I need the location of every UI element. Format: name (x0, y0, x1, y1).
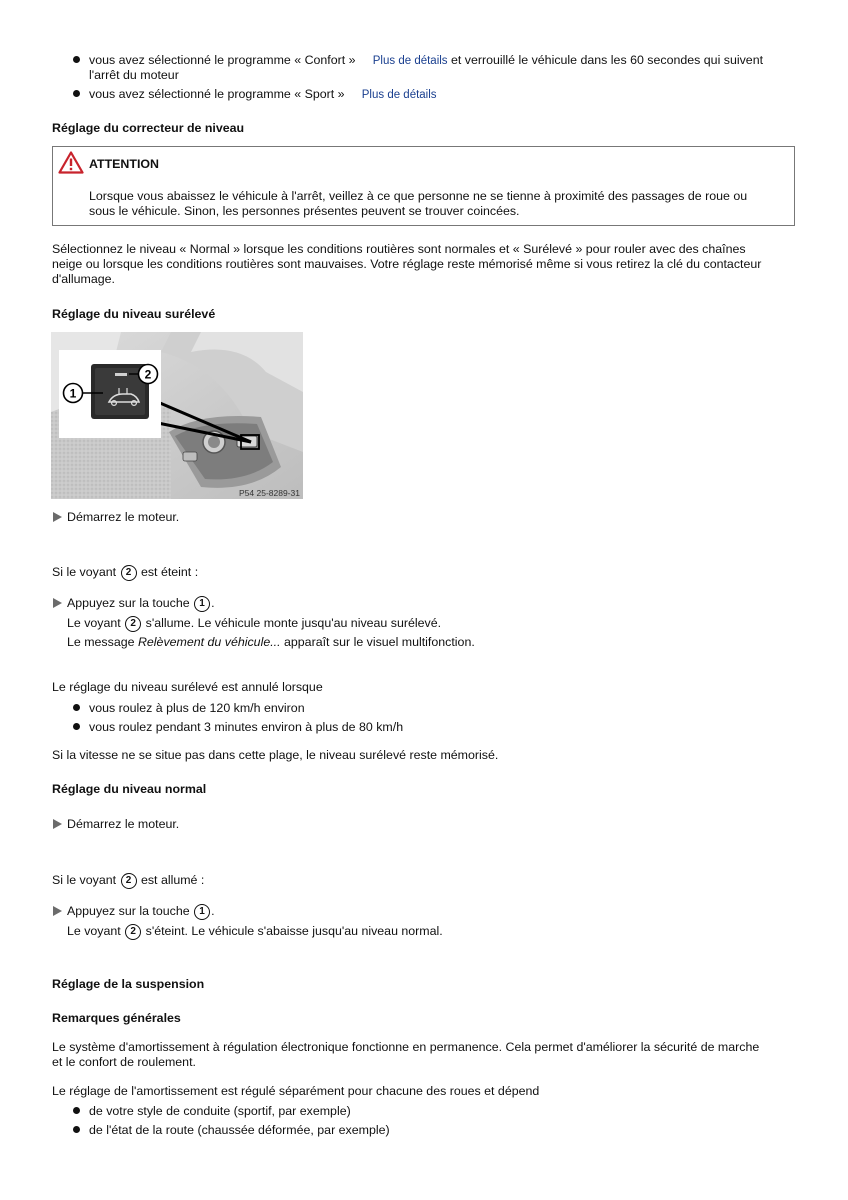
bullet-dot (73, 1126, 80, 1133)
step-arrow-icon (53, 906, 62, 916)
heading-suspension: Réglage de la suspension (52, 977, 205, 991)
number-2-icon: 2 (125, 616, 141, 632)
number-2-icon: 2 (125, 924, 141, 940)
bullet-dot (73, 704, 80, 711)
intro-bullet-1-cont: l'arrêt du moteur (89, 68, 179, 82)
step-arrow-icon (53, 512, 62, 522)
intro-bullet-1: vous avez sélectionné le programme « Confort » Plus de détails et verrouillé le véhicule dans les 60 secondes qui suivent (89, 53, 764, 67)
suspension-para-1: Le système d'amortissement à régulation électronique fonctionne en permanence. Cela permet d'améliorer la sécurité de marche (52, 1040, 760, 1054)
bullet-dot (73, 723, 80, 730)
number-1-icon: 1 (194, 596, 210, 612)
step-arrow-icon (53, 819, 62, 829)
suspension-para-2: et le confort de roulement. (52, 1055, 196, 1069)
bullet-dot (73, 90, 80, 97)
warning-text-2: sous le véhicule. Sinon, les personnes présentes peuvent se trouver coincées. (89, 204, 520, 218)
heading-remarques: Remarques générales (52, 1011, 181, 1025)
figure-label: P54 25-8289-31 (239, 488, 300, 498)
bullet-dot (73, 1107, 80, 1114)
heading-normal: Réglage du niveau normal (52, 782, 207, 796)
step-message: Le message Relèvement du véhicule... apparaît sur le visuel multifonction. (67, 635, 475, 649)
details-link-confort[interactable]: Plus de détails (372, 55, 448, 67)
damping-intro: Le réglage de l'amortissement est régulé séparément pour chacune des roues et dépend (52, 1084, 540, 1098)
step-start-engine: Démarrez le moteur. (67, 510, 180, 524)
warning-title: ATTENTION (89, 157, 159, 171)
step-lamp-on: Le voyant 2 s'allume. Le véhicule monte jusqu'au niveau surélevé. (67, 616, 442, 630)
callout-1: 1 (69, 386, 77, 401)
speed-note: Si la vitesse ne se situe pas dans cette plage, le niveau surélevé reste mémorisé. (52, 748, 499, 762)
number-2-icon: 2 (121, 873, 137, 889)
heading-sureleve: Réglage du niveau surélevé (52, 307, 216, 321)
console-photo (51, 332, 303, 499)
step-press-button-2: Appuyez sur la touche 1 . (67, 904, 215, 918)
bullet-dot (73, 56, 80, 63)
details-link-sport[interactable]: Plus de détails (361, 89, 437, 101)
callout-2: 2 (144, 367, 152, 382)
condition-lamp-on: Si le voyant 2 est allumé : (52, 873, 205, 887)
step-press-button: Appuyez sur la touche 1 . (67, 596, 215, 610)
warning-box (52, 146, 795, 226)
heading-correcteur: Réglage du correcteur de niveau (52, 121, 245, 135)
cancel-bullet-1: vous roulez à plus de 120 km/h environ (89, 701, 305, 715)
intro-bullet-2: vous avez sélectionné le programme « Sport » Plus de détails (89, 87, 437, 101)
intro-para-2: neige ou lorsque les conditions routières sont mauvaises. Votre réglage reste mémorisé même si vous retirez la clé du contacteur (52, 257, 762, 271)
step-start-engine-2: Démarrez le moteur. (67, 817, 180, 831)
condition-lamp-off: Si le voyant 2 est éteint : (52, 565, 199, 579)
warning-text-1: Lorsque vous abaissez le véhicule à l'arrêt, veillez à ce que personne ne se tienne à proximité des passages de roue ou (89, 189, 748, 203)
warning-triangle-icon (58, 151, 84, 174)
damping-bullet-1: de votre style de conduite (sportif, par exemple) (89, 1104, 351, 1118)
intro-para-3: d'allumage. (52, 272, 115, 286)
intro-para-1: Sélectionnez le niveau « Normal » lorsque les conditions routières sont normales et « Surélevé » pour rouler avec des chaînes (52, 242, 746, 256)
cancel-intro: Le réglage du niveau surélevé est annulé lorsque (52, 680, 323, 694)
step-arrow-icon (53, 598, 62, 608)
damping-bullet-2: de l'état de la route (chaussée déformée, par exemple) (89, 1123, 390, 1137)
number-2-icon: 2 (121, 565, 137, 581)
step-lamp-off: Le voyant 2 s'éteint. Le véhicule s'abaisse jusqu'au niveau normal. (67, 924, 443, 938)
number-1-icon: 1 (194, 904, 210, 920)
cancel-bullet-2: vous roulez pendant 3 minutes environ à plus de 80 km/h (89, 720, 404, 734)
